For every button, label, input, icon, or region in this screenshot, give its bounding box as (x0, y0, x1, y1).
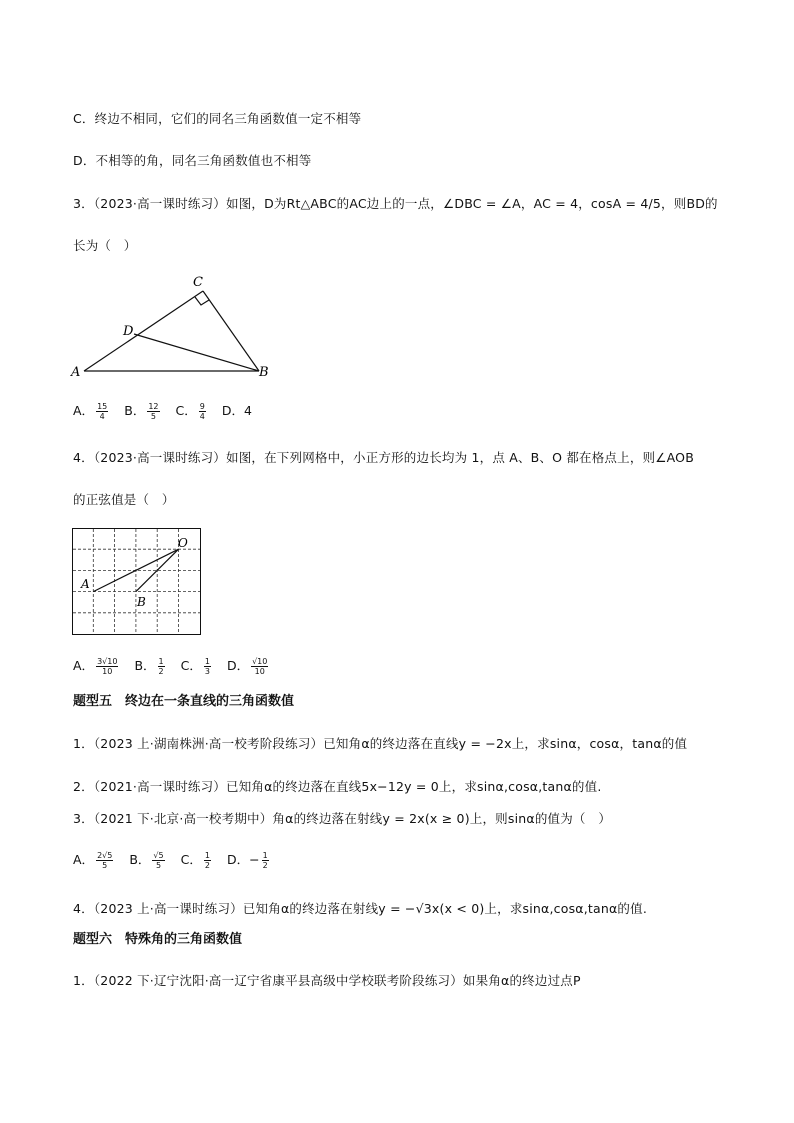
choice-3 (180, 657, 213, 676)
choice-3 (180, 851, 213, 870)
choice-letter: B． (134, 658, 156, 673)
choice-letter: A． (73, 658, 95, 673)
choice-letter: C． (180, 852, 202, 867)
fraction (152, 851, 164, 870)
fraction (158, 657, 165, 676)
denominator: 5 (155, 861, 162, 870)
choice-letter: D． (226, 658, 250, 673)
choice-letter: C． (175, 403, 197, 418)
label-d: D (123, 324, 134, 339)
fraction (96, 851, 113, 870)
fraction (204, 657, 211, 676)
right-angle-mark (195, 297, 209, 305)
label-c: C (193, 275, 203, 290)
label-grid-a: A (81, 577, 90, 591)
numerator: 1 (204, 851, 210, 860)
s5-q3: 3．（2021 下·北京·高一校考期中）角α的终边落在射线y = 2x(x ≥ 0)上，则sinα的值为（ ） (73, 811, 612, 826)
choice-letter: D． (226, 852, 250, 867)
denominator: 2 (262, 861, 268, 870)
choice-letter: D． (221, 403, 244, 418)
fraction (251, 657, 268, 676)
triangle-figure (70, 270, 280, 382)
choice-4 (222, 403, 252, 418)
label-a: A (71, 365, 81, 380)
q3-stem-line2: 长为（ ） (73, 238, 137, 253)
q4-stem-line1: 4．（2023·高一课时练习）如图，在下列网格中，小正方形的边长均为 1，点 A、B、O 都在格点上，则∠AOB (73, 450, 694, 465)
q3-choices (73, 401, 266, 421)
choice-4 (226, 657, 270, 676)
q3-stem-line1: 3．（2023·高一课时练习）如图，D为Rt△ABC的AC边上的一点，∠DBC = ∠A，AC = 4，cosA = 4/5，则BD的 (73, 196, 718, 211)
denominator: 4 (99, 412, 105, 421)
numerator: 2√5 (97, 851, 113, 860)
s5-q2: 2．（2021·高一课时练习）已知角α的终边落在直线5x−12y = 0上，求sinα,cosα,tanα的值. (73, 779, 602, 794)
fraction (199, 402, 206, 421)
denominator: 4 (199, 412, 205, 421)
denominator: 5 (102, 861, 108, 870)
fraction (147, 402, 159, 421)
choice-letter: A． (73, 852, 95, 867)
option-d-text: D．不相等的角，同名三角函数值也不相等 (73, 153, 312, 168)
denominator: 2 (158, 667, 164, 676)
denominator: 5 (150, 412, 156, 421)
denominator: 2 (204, 861, 210, 870)
choice-1 (73, 851, 115, 870)
label-grid-b: B (137, 595, 146, 609)
q4-choices (73, 656, 284, 676)
choice-2 (129, 851, 166, 870)
section-heading-6: 题型六 特殊角的三角函数值 (73, 932, 243, 947)
denominator: 10 (102, 667, 113, 676)
numerator: √5 (153, 851, 164, 860)
grid-figure (72, 528, 202, 636)
numerator: 1 (158, 657, 164, 666)
s6-q1: 1．（2022 下·辽宁沈阳·高一辽宁省康平县高级中学校联考阶段练习）如果角α的终边过点P (73, 973, 581, 988)
segment-bd (134, 334, 259, 371)
choice-letter: C． (180, 658, 202, 673)
s5-q1: 1．（2023 上·湖南株洲·高一校考阶段练习）已知角α的终边落在直线y = −2x上，求sinα，cosα，tanα的值 (73, 736, 688, 751)
choice-3 (175, 402, 208, 421)
denominator: 3 (204, 667, 210, 676)
s5-q3-choices (73, 850, 285, 870)
choice-letter: A． (73, 403, 95, 418)
numerator: √10 (252, 657, 268, 666)
q4-stem-line2: 的正弦值是（ ） (73, 492, 175, 507)
numerator: 15 (97, 402, 108, 411)
choice-1 (73, 402, 110, 421)
side-bc (203, 291, 259, 371)
fraction (262, 851, 269, 870)
fraction (96, 657, 118, 676)
choice-2 (134, 657, 166, 676)
numerator: 3√10 (97, 657, 118, 666)
choice-4 (226, 851, 271, 870)
section-heading-5: 题型五 终边在一条直线的三角函数值 (73, 694, 295, 709)
label-b: B (259, 365, 269, 380)
fraction (96, 402, 108, 421)
choice-value: 4 (243, 403, 252, 418)
side-ac (84, 291, 203, 371)
choice-1 (73, 657, 120, 676)
numerator: 1 (262, 851, 268, 860)
label-o: O (178, 536, 188, 550)
choice-2 (124, 402, 161, 421)
choice-sign: − (249, 852, 260, 867)
option-c-text: C．终边不相同，它们的同名三角函数值一定不相等 (73, 111, 362, 126)
denominator: 10 (254, 667, 265, 676)
numerator: 12 (148, 402, 159, 411)
numerator: 1 (204, 657, 210, 666)
numerator: 9 (199, 402, 205, 411)
s5-q4: 4．（2023 上·高一课时练习）已知角α的终边落在射线y = −√3x(x < 0)上，求sinα,cosα,tanα的值. (73, 901, 647, 916)
choice-letter: B． (129, 852, 151, 867)
fraction (204, 851, 211, 870)
choice-letter: B． (124, 403, 146, 418)
